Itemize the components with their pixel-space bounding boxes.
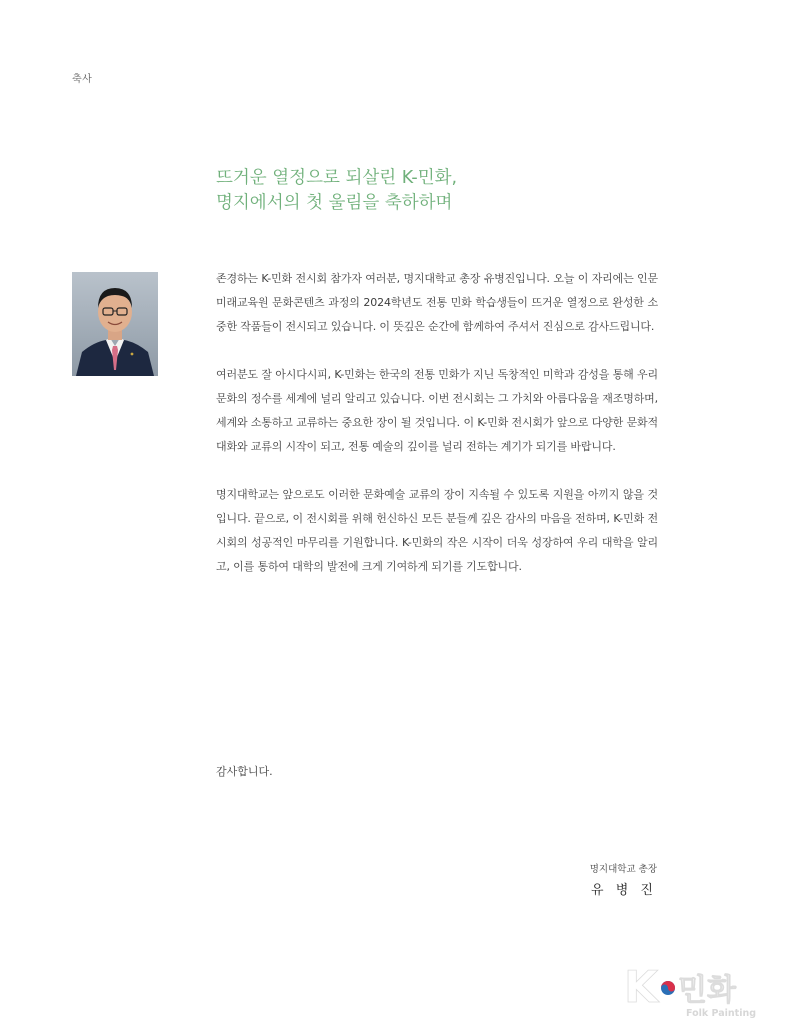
- title-line-2: 명지에서의 첫 울림을 축하하며: [216, 193, 453, 213]
- signature-block: [590, 862, 657, 902]
- logo-subtitle: Folk Painting: [686, 1008, 757, 1019]
- signature-name: 유 병 진: [591, 883, 657, 898]
- title-line-1: 뜨거운 열정으로 되살린 K-민화,: [216, 168, 458, 188]
- logo-letter: K: [624, 962, 659, 1013]
- paragraph-3: 명지대학교는 앞으로도 이러한 문화예술 교류의 장이 지속될 수 있도록 지원을 아끼지 않을 것입니다. 끝으로, 이 전시회를 위해 헌신하신 모든 분들께 깊은 감사의 마음을 전하며, K-민화 전시회의 성공적인 마무리를 기원합니다. K-민화의 작은 시작이 더욱 성장하여 우리 대학을 알리고, 이를 통하여 대학의 발전에 크게 기여하게 되기를 기도합니다.: [216, 488, 658, 573]
- page-title: [216, 166, 736, 216]
- k-minhwa-logo: [622, 958, 772, 1022]
- paragraph-1: 존경하는 K-민화 전시회 참가자 여러분, 명지대학교 총장 유병진입니다. 오늘 이 자리에는 인문미래교육원 문화콘텐츠 과정의 2024학년도 전통 민화 학습생들이 뜨거운 열정으로 완성한 소중한 작품들이 전시되고 있습니다. 이 뜻깊은 순간에 함께하여 주셔서 진심으로 감사드립니다.: [216, 272, 658, 333]
- logo-word: 민화: [678, 973, 736, 1008]
- letter-body: [216, 267, 658, 603]
- closing-line: 감사합니다.: [216, 765, 273, 778]
- person-portrait-icon: [72, 272, 158, 376]
- signature-role: 명지대학교 총장: [589, 864, 657, 875]
- section-label: 축사: [72, 74, 93, 85]
- paragraph-2: 여러분도 잘 아시다시피, K-민화는 한국의 전통 민화가 지닌 독창적인 미학과 감성을 통해 우리 문화의 정수를 세계에 널리 알리고 있습니다. 이번 전시회는 그 가치와 아름다움을 재조명하며, 세계와 소통하고 교류하는 중요한 장이 될 것입니다. 이 K-민화 전시회가 앞으로 다양한 문화적 대화와 교류의 시작이 되고, 전통 예술의 깊이를 널리 전하는 계기가 되기를 바랍니다.: [216, 368, 658, 453]
- president-portrait: [72, 272, 158, 376]
